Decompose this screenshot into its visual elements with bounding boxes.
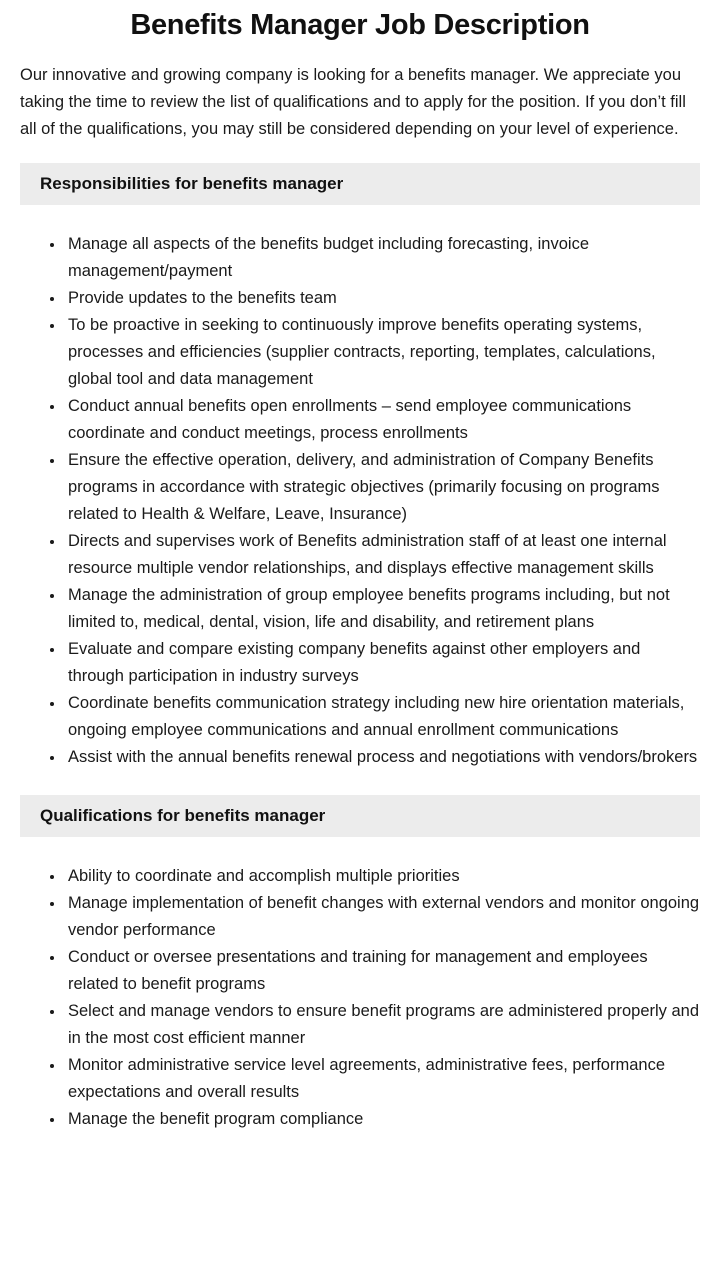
responsibility-list-item: • Conduct annual benefits open enrollments – send employee communications coordinate and conduct meetings, process enrollments xyxy=(65,393,700,447)
responsibility-list-item: • Directs and supervises work of Benefits administration staff of at least one internal resource multiple vendor relationships, and displays effective management skills xyxy=(65,528,700,582)
responsibility-list-item: • Evaluate and compare existing company benefits against other employers and through participation in industry surveys xyxy=(65,636,700,690)
responsibilities-list xyxy=(20,231,700,771)
responsibility-list-item: • Assist with the annual benefits renewal process and negotiations with vendors/brokers xyxy=(65,744,700,771)
qualifications-section-header xyxy=(20,795,700,837)
qualifications-list xyxy=(20,863,700,1133)
responsibility-list-item: • Ensure the effective operation, delivery, and administration of Company Benefits programs in accordance with strategic objectives (primarily focusing on programs related to Health & Welfare, Leave, Insurance) xyxy=(65,447,700,528)
qualification-list-item: • Conduct or oversee presentations and training for management and employees related to benefit programs xyxy=(65,944,700,998)
intro-paragraph: Our innovative and growing company is looking for a benefits manager. We appreciate you taking the time to review the list of qualifications and to apply for the position. If you don’t fill all of the qualifications, you may still be considered depending on your level of experience. xyxy=(20,66,686,138)
qualifications-heading: Qualifications for benefits manager xyxy=(40,806,326,825)
responsibility-list-item: • Provide updates to the benefits team xyxy=(65,285,700,312)
qualification-list-item: • Manage the benefit program compliance xyxy=(65,1106,700,1133)
qualification-list-item: • Manage implementation of benefit changes with external vendors and monitor ongoing vendor performance xyxy=(65,890,700,944)
responsibility-list-item: • Manage the administration of group employee benefits programs including, but not limited to, medical, dental, vision, life and disability, and retirement plans xyxy=(65,582,700,636)
qualification-list-item: • Select and manage vendors to ensure benefit programs are administered properly and in the most cost efficient manner xyxy=(65,998,700,1052)
responsibilities-section-header xyxy=(20,163,700,205)
qualification-list-item: • Monitor administrative service level agreements, administrative fees, performance expectations and overall results xyxy=(65,1052,700,1106)
qualification-list-item: • Ability to coordinate and accomplish multiple priorities xyxy=(65,863,700,890)
responsibilities-heading: Responsibilities for benefits manager xyxy=(40,174,344,193)
responsibility-list-item: • Coordinate benefits communication strategy including new hire orientation materials, ongoing employee communications and annual enrollment communications xyxy=(65,690,700,744)
responsibility-list-item: • Manage all aspects of the benefits budget including forecasting, invoice management/payment xyxy=(65,231,700,285)
page-title: Benefits Manager Job Description xyxy=(130,9,590,41)
responsibility-list-item: • To be proactive in seeking to continuously improve benefits operating systems, processes and efficiencies (supplier contracts, reporting, templates, calculations, global tool and data management xyxy=(65,312,700,393)
